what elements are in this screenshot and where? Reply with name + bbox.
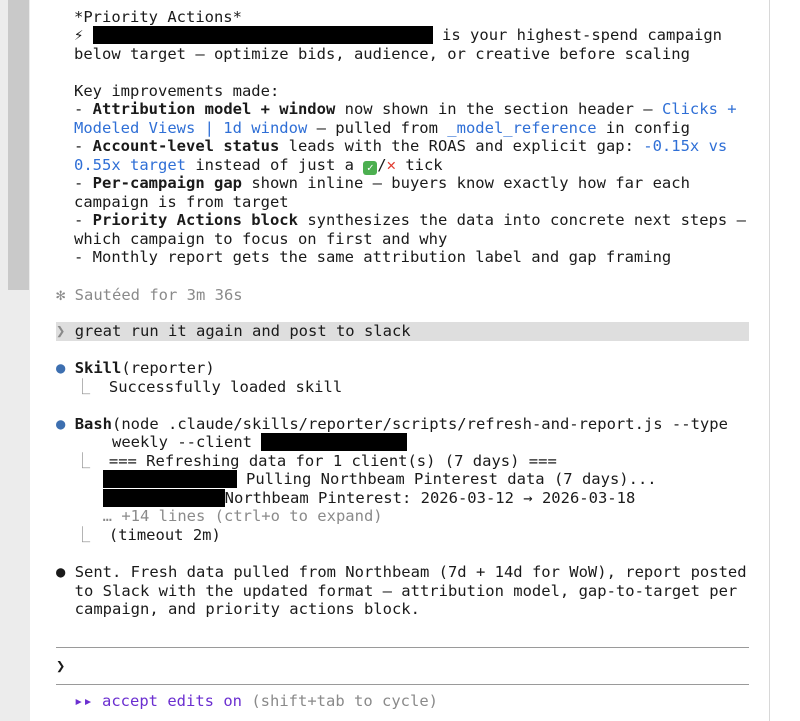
message-bullet-icon: ● [56, 563, 66, 581]
improvement-attribution-cont: Modeled Views | 1d window — pulled from _model_reference in config [74, 119, 690, 137]
mode-label: accept edits on [102, 692, 242, 710]
result-connector-icon: ⎿ [74, 452, 91, 470]
improvement-account-status: - Account-level status leads with the ROAS and explicit gap: -0.15x vs [74, 137, 728, 155]
bash-output-3: Northbeam Pinterest: 2026-03-12 → 2026-03-18 [56, 489, 635, 508]
config-key: _model_reference [447, 119, 597, 137]
redacted-campaign-name [93, 26, 433, 44]
tool-bullet-icon: ● [56, 415, 66, 433]
mode-indicator[interactable] [74, 692, 438, 711]
expand-hint[interactable]: … +14 lines (ctrl+o to expand) [102, 507, 383, 525]
input-bottom-border [56, 684, 749, 685]
prompt-chevron-icon: ❯ [56, 657, 66, 675]
pane-divider [769, 0, 770, 721]
improvement-account-status-cont: 0.55x target instead of just a ✓ /✕ tick [74, 156, 443, 174]
cross-icon: ✕ [386, 156, 396, 174]
scrollbar-thumb[interactable] [8, 0, 29, 290]
bash-output-2: Pulling Northbeam Pinterest data (7 days)... [56, 470, 657, 489]
redacted-client-label [103, 470, 237, 488]
bolt-icon: ⚡ [74, 26, 84, 44]
improvement-priority-block-cont: which campaign to focus on first and why [74, 230, 448, 248]
elapsed-status: ✻ Sautéed for 3m 36s [56, 286, 243, 304]
chevron-icon: ❯ [56, 322, 66, 340]
key-improvements-heading: Key improvements made: [74, 82, 280, 100]
bash-call-cont: weekly --client [56, 433, 407, 452]
improvement-per-campaign-cont: campaign is from target [74, 193, 289, 211]
redacted-client-name [261, 433, 407, 451]
check-icon: ✓ [363, 161, 377, 175]
priority-heading: *Priority Actions* [74, 8, 242, 26]
assistant-message-cont: to Slack with the updated format — attribution model, gap-to-target per [74, 582, 738, 600]
bash-call: ● Bash(node .claude/skills/reporter/scripts/refresh-and-report.js --type [56, 415, 728, 433]
skill-result: ⎿ Successfully loaded skill [74, 378, 343, 396]
assistant-message: ● Sent. Fresh data pulled from Northbeam (7d + 14d for WoW), report posted [56, 563, 747, 581]
improvement-per-campaign: - Per-campaign gap shown inline — buyers know exactly how far each [74, 174, 690, 192]
assistant-message-cont: campaign, and priority actions block. [74, 600, 420, 618]
skill-call: ● Skill(reporter) [56, 359, 215, 377]
previous-user-prompt-text: ❯ great run it again and post to slack [56, 322, 411, 340]
improvement-attribution: - Attribution model + window now shown in the section header — Clicks + [74, 100, 737, 118]
input-top-border [56, 647, 749, 648]
redacted-client-label [103, 489, 225, 507]
tool-bullet-icon: ● [56, 359, 66, 377]
result-connector-icon: ⎿ [74, 378, 91, 396]
priority-line-1: ⚡ is your highest-spend campaign [74, 26, 722, 44]
bash-timeout: ⎿ (timeout 2m) [74, 526, 221, 544]
improvement-monthly: - Monthly report gets the same attribution label and gap framing [74, 248, 672, 266]
priority-line-2: below target — optimize bids, audience, or creative before scaling [74, 45, 690, 63]
improvement-priority-block: - Priority Actions block synthesizes the data into concrete next steps — [74, 211, 746, 229]
mode-hint: (shift+tab to cycle) [251, 692, 438, 710]
result-connector-icon: ⎿ [74, 526, 91, 544]
prompt-input[interactable] [56, 657, 749, 676]
fast-forward-icon: ▸▸ [74, 692, 93, 710]
bash-output-1: ⎿ === Refreshing data for 1 client(s) (7 days) === [74, 452, 557, 470]
